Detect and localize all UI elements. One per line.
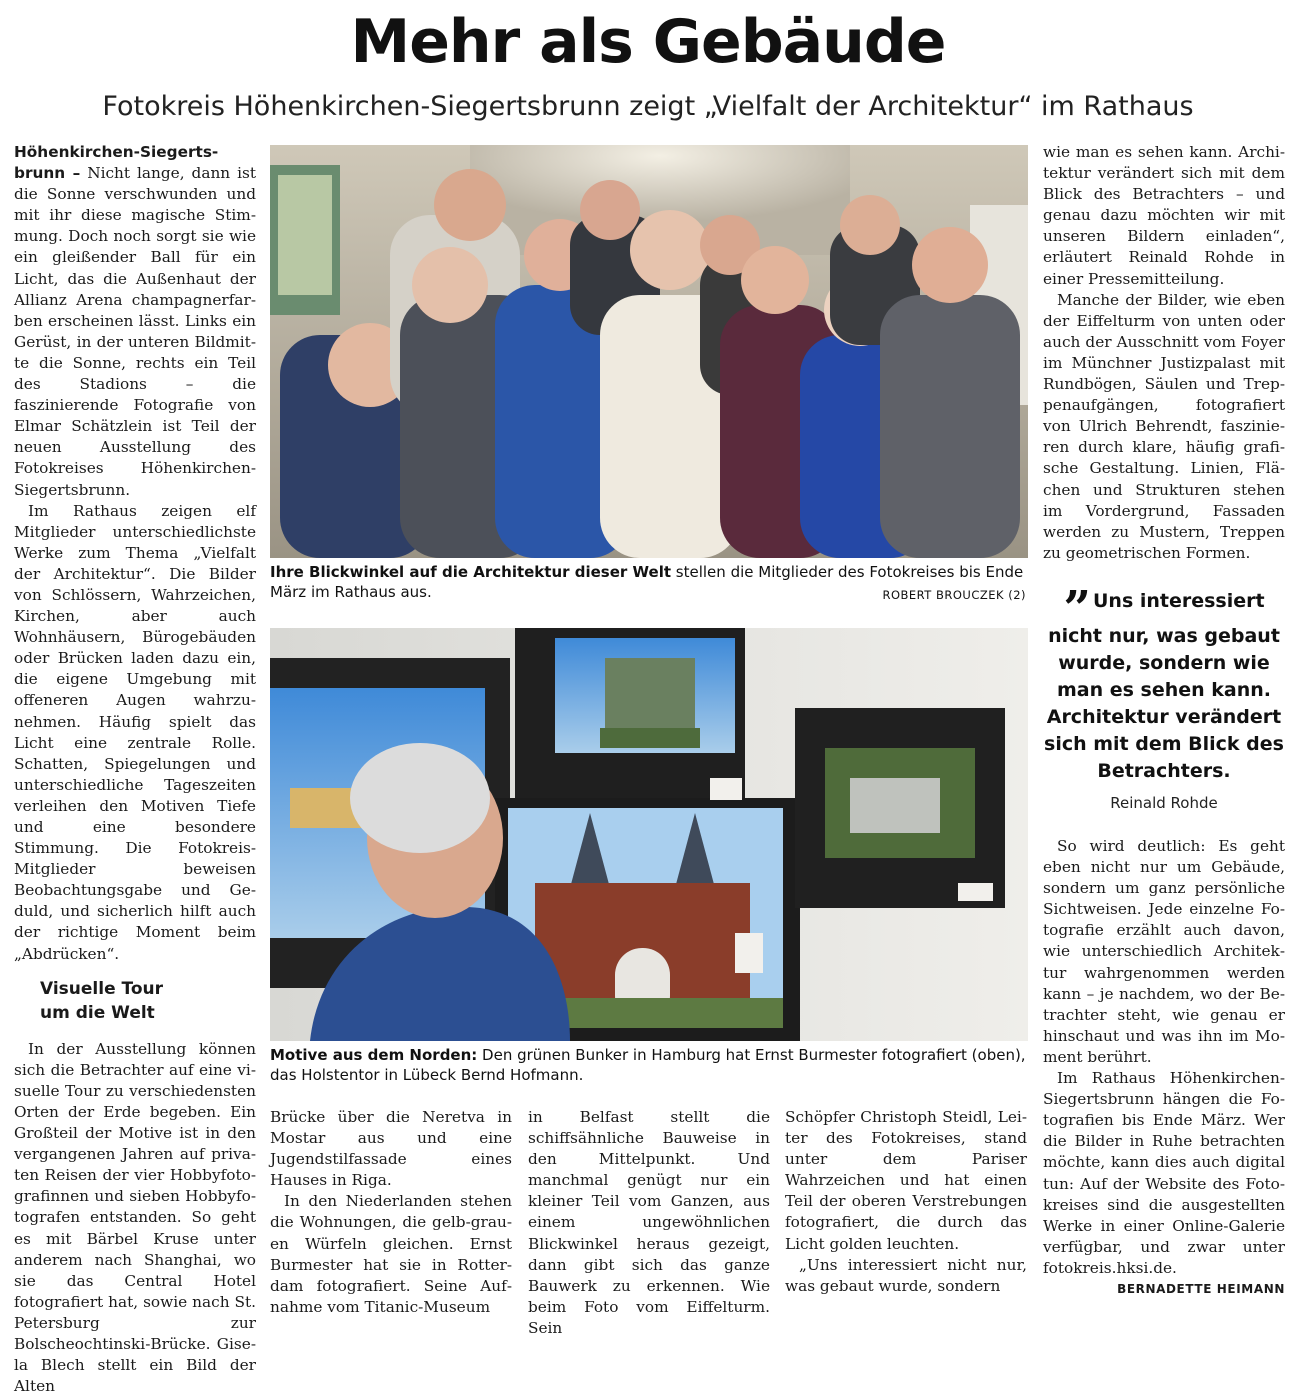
pull-quote <box>1044 581 1284 785</box>
paragraph: Brücke über die Neretva in Mostar aus und eine Jugendstilfassade eines Hauses in Riga. <box>270 1108 512 1190</box>
paragraph <box>14 142 256 501</box>
paragraph: Manche der Bilder, wie eben der Eiffelturm von unten oder auch der Ausschnitt vom Foyer im Münchner Justizpalast mit Rundbögen, Säulen und Treppenaufgängen, fotografiert von Ulrich Behrendt, faszinieren durch klare, häufig grafische Gestaltung. Linien, Flächen und Strukturen stehen im Vordergrund, Fassaden werden zu Mustern, Treppen zu geometrischen Formen. <box>1043 290 1285 562</box>
dateline: Höhenkirchen-Siegertsbrunn – <box>14 143 219 183</box>
pull-quote-author: Reinald Rohde <box>1110 794 1218 812</box>
caption-bold: Ihre Blickwinkel auf die Architektur dieser Welt <box>270 563 672 581</box>
exhibition-photo-image <box>270 628 1028 1041</box>
photo-credit: ROBERT BROUCZEK (2) <box>882 588 1026 602</box>
paragraph: In den Niederlanden stehen die Wohnungen, die gelb-grauen Würfeln gleichen. Ernst Burmester hat sie in Rotterdam fotografiert. Seine Aufnahme vom Titanic-Museum <box>270 1192 512 1316</box>
pull-quote-text: Uns interessiert nicht nur, was gebaut wurde, sondern wie man es sehen kann. Architektur verändert sich mit dem Blick des Betrachters. <box>1044 590 1284 782</box>
paragraph: Im Rathaus Höhenkirchen-Siegertsbrunn hängen die Fotografien bis Ende März. Wer die Bilder in Ruhe betrachten möchte, kann dies auch digital tun: Auf der Website des Fotokreises sind die ausgestellten Werke in einer Online-Galerie verfügbar, und zwar unter fotokreis.hksi.de. <box>1043 1069 1285 1277</box>
caption-text: Den grünen Bunker in Hamburg hat Ernst Burmester fotografiert (oben), das Holstentor in Lübeck Bernd Hofmann. <box>270 1046 1026 1084</box>
paragraph-text: Nicht lange, dann ist die Sonne verschwunden und mit ihr diese magische Stimmung. Doch noch sorgt sie wie ein gleißender Ball für ein Licht, das die Außenhaut der Allianz Arena champagnerfarben erscheinen lässt. Links ein Gerüst, in der unteren Bildmitte die Sonne, rechts ein Teil des Stadions – die faszinierende Fotografie von Elmar Schätzlein ist Teil der neuen Ausstellung des Fotokreises Höhenkirchen-Siegertsbrunn. <box>14 164 257 499</box>
paragraph: „Uns interessiert nicht nur, was gebaut wurde, sondern <box>785 1255 1027 1295</box>
headline: Mehr als Gebäude <box>350 7 946 77</box>
subheadline: Fotokreis Höhenkirchen-Siegertsbrunn zeigt „Vielfalt der Architektur“ im Rathaus <box>102 91 1194 122</box>
column-5-top <box>1043 142 1285 564</box>
paragraph: Im Rathaus zeigen elf Mitglieder unterschiedlichste Werke zum Thema „Vielfalt der Architektur“. Die Bilder von Schlössern, Wahrzeichen, Kirchen, aber auch Wohnhäusern, Bürogebäuden oder Brücken laden dazu ein, die eigene Umgebung mit offeneren Augen wahrzunehmen. Häufig spielt das Licht eine zentrale Rolle. Schatten, Spiegelungen und unterschiedliche Tageszeiten verleihen den Motiven Tiefe und eine besondere Stimmung. Die Fotokreis-Mitglieder beweisen Beobachtungsgabe und Geduld, und sicherlich hilft auch der richtige Moment beim „Abdrücken“. <box>14 501 256 963</box>
quote-mark-icon: ” <box>1063 581 1087 637</box>
column-3 <box>528 1107 770 1339</box>
section-subhead <box>40 977 256 1025</box>
column-1 <box>14 142 256 1397</box>
author-byline: BERNADETTE HEIMANN <box>1117 1281 1285 1296</box>
paragraph: wie man es sehen kann. Architektur verändert sich mit dem Blick des Betrachters – und genau dazu möchten wir mit unseren Bildern einladen“, erläutert Reinald Rohde in einer Pressemitteilung. <box>1043 143 1285 288</box>
paragraph: So wird deutlich: Es geht eben nicht nur um Gebäude, sondern um ganz persönliche Sichtweisen. Jede einzelne Fotografie erzählt auch davon, wie unterschiedlich Architektur wahrgenommen werden kann – je nachdem, wo der Betrachter steht, wie genau er hinschaut und was ihn im Moment berührt. <box>1043 837 1285 1066</box>
column-4 <box>785 1107 1027 1297</box>
paragraph: Schöpfer Christoph Steidl, Leiter des Fotokreises, stand unter dem Pariser Wahrzeichen und hat einen Teil der oberen Verstrebungen fotografiert, die durch das Licht golden leuchten. <box>785 1108 1027 1253</box>
column-5-bottom <box>1043 836 1285 1300</box>
group-photo-image <box>270 145 1028 558</box>
caption-bold: Motive aus dem Norden: <box>270 1046 478 1064</box>
exhibition-photo <box>270 628 1028 1041</box>
subhead-line: Visuelle Tour <box>40 978 164 999</box>
caption-text: stellen die Mitglieder des Fotokreises bis Ende März im Rathaus aus. <box>270 563 1024 601</box>
paragraph: in Belfast stellt die schiffsähnliche Bauweise in den Mittelpunkt. Und manchmal genügt nur ein kleiner Teil vom Ganzen, aus einem ungewöhnlichen Blickwinkel heraus gezeigt, dann gibt sich das ganze Bauwerk zu erkennen. Wie beim Foto vom Eiffelturm. Sein <box>528 1108 770 1337</box>
group-photo <box>270 145 1028 558</box>
photo2-caption <box>270 1045 1030 1085</box>
subhead-line: um die Welt <box>40 1002 155 1023</box>
paragraph: In der Ausstellung können sich die Betrachter auf eine visuelle Tour zu verschiedensten Orten der Erde begeben. Ein Großteil der Motive ist in den vergangenen Jahren auf privaten Reisen der vier Hobbyfotografinnen und sieben Hobbyfotografen entstanden. So geht es mit Bärbel Kruse unter anderem nach Shanghai, wo sie das Central Hotel fotografiert hat, sowie nach St. Petersburg zur Bolschеochtinski-Brücke. Gisela Blech stellt ein Bild der Alten <box>14 1039 256 1396</box>
column-2 <box>270 1107 512 1318</box>
